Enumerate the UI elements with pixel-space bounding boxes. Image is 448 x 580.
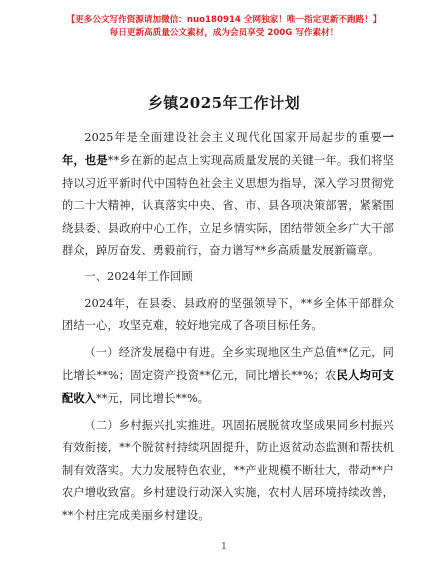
page-number: 1 (221, 542, 227, 552)
intro-paragraph (62, 126, 394, 262)
intro-bold-text: 一年，也是 (62, 130, 394, 168)
promo-banner-line-1: 【更多公文写作资源请加微信：nuo180914 全网独家！唯一指定更新不跑路！】 (66, 15, 382, 25)
document-title: 乡镇2025年工作计划 (147, 94, 301, 112)
item-1-text-2: **元，同比增长**%。 (96, 392, 210, 406)
promo-banner-line-2: 每日更新高质量公文素材，成为会员享受 200G 写作素材！ (109, 28, 339, 38)
item-2-paragraph: （二）乡村振兴扎实推进。巩固拓展脱贫攻坚成果同乡村振兴有效衔接，**个脱贫村持续巩固提升，防止返贫动态监测和帮扶机制有效落实。大力发展特色农业，**产业规模不断壮大，带动**户农户增收致富。乡村建设行动深入实施，农村人居环境持续改善，**个村庄完成美丽乡村建设。 (62, 418, 394, 522)
item-1-paragraph (62, 342, 394, 411)
review-intro-paragraph: 2024年，在县委、县政府的坚强领导下，**乡全体干部群众团结一心，攻坚克难，较好地完成了各项目标任务。 (62, 296, 394, 333)
intro-text-2: **乡在新的起点上实现高质量发展的关键一年。我们将坚持以习近平新时代中国特色社会主义思想为指导，深入学习贯彻党的二十大精神，认真落实中央、省、市、县各项决策部署，紧紧围绕县委、县政府中心工作，立足乡情实际，团结带领全乡广大干部群众，踔厉奋发、勇毅前行，奋力谱写**乡高质量发展新篇章。 (62, 154, 394, 258)
intro-text-1: 2025年是全面建设社会主义现代化国家开局起步的重要 (84, 131, 383, 144)
item-1-text-1: （一）经济发展稳中有进。全乡实现地区生产总值**亿元，同比增长**%；固定资产投资**亿元，同比增长**%；农 (62, 345, 394, 383)
promo-banner (0, 14, 448, 40)
section-heading: 一、2024年工作回顾 (84, 270, 193, 284)
document-body (62, 126, 394, 527)
item-1-bold-text: 民人均可支配收入 (62, 368, 394, 406)
